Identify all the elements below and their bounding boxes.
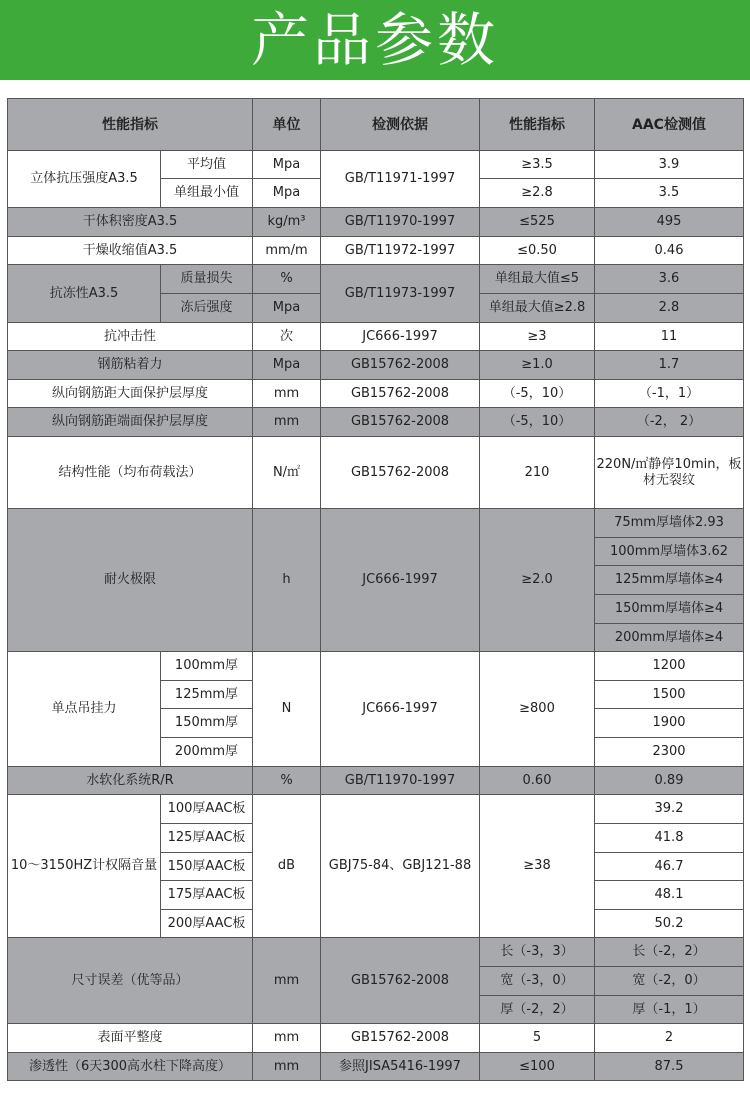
table-row bbox=[8, 1024, 744, 1053]
row-requirement: ≥1.0 bbox=[480, 351, 595, 380]
sub-label: 200mm厚 bbox=[161, 738, 253, 767]
header-unit: 单位 bbox=[253, 99, 321, 151]
row-unit: mm bbox=[253, 380, 321, 408]
table-row bbox=[8, 351, 744, 380]
row-basis: GB/T11971-1997 bbox=[321, 151, 480, 208]
row-basis: GB/T11972-1997 bbox=[321, 237, 480, 265]
row-basis: GB15762-2008 bbox=[321, 1024, 480, 1053]
row-name: 10～3150HZ计权隔音量 bbox=[8, 795, 161, 938]
sub-label: 175厚AAC板 bbox=[161, 881, 253, 910]
sub-label: 100厚AAC板 bbox=[161, 795, 253, 824]
row-name: 耐火极限 bbox=[8, 509, 253, 652]
row-basis: JC666-1997 bbox=[321, 652, 480, 767]
row-name: 干体积密度A3.5 bbox=[8, 208, 253, 237]
row-unit: % bbox=[253, 767, 321, 795]
row-basis: JC666-1997 bbox=[321, 509, 480, 652]
row-aac-value: 宽（-2，0） bbox=[595, 967, 744, 996]
header-aac-value: AAC检测值 bbox=[595, 99, 744, 151]
row-aac-value: 3.5 bbox=[595, 179, 744, 208]
sub-label: 125厚AAC板 bbox=[161, 824, 253, 853]
row-requirement: 单组最大值≥2.8 bbox=[480, 294, 595, 323]
row-unit: mm bbox=[253, 1024, 321, 1053]
row-requirement: ≥3.5 bbox=[480, 151, 595, 179]
row-unit: Mpa bbox=[253, 151, 321, 179]
row-unit: 次 bbox=[253, 323, 321, 351]
row-aac-value: 48.1 bbox=[595, 881, 744, 910]
row-aac-value: 长（-2，2） bbox=[595, 938, 744, 967]
row-unit: mm bbox=[253, 1053, 321, 1081]
row-aac-value: 0.46 bbox=[595, 237, 744, 265]
row-unit: N/㎡ bbox=[253, 437, 321, 509]
table-row bbox=[8, 408, 744, 437]
row-name: 纵向钢筋距端面保护层厚度 bbox=[8, 408, 253, 437]
row-requirement: 长（-3，3） bbox=[480, 938, 595, 967]
row-unit: dB bbox=[253, 795, 321, 938]
row-aac-value: 2 bbox=[595, 1024, 744, 1053]
row-requirement: 210 bbox=[480, 437, 595, 509]
header-basis: 检测依据 bbox=[321, 99, 480, 151]
row-name: 干燥收缩值A3.5 bbox=[8, 237, 253, 265]
row-requirement: 5 bbox=[480, 1024, 595, 1053]
parameter-table-container bbox=[7, 98, 743, 1082]
title-banner bbox=[0, 0, 750, 80]
sub-label: 200厚AAC板 bbox=[161, 910, 253, 938]
row-unit: % bbox=[253, 265, 321, 294]
row-name: 尺寸误差（优等品） bbox=[8, 938, 253, 1024]
row-requirement: 单组最大值≤5 bbox=[480, 265, 595, 294]
row-requirement: 厚（-2，2） bbox=[480, 996, 595, 1024]
row-unit: mm/m bbox=[253, 237, 321, 265]
row-name: 结构性能（均布荷载法） bbox=[8, 437, 253, 509]
row-requirement: ≤525 bbox=[480, 208, 595, 237]
row-aac-value: 2300 bbox=[595, 738, 744, 767]
row-basis: GB15762-2008 bbox=[321, 408, 480, 437]
sub-label: 100mm厚 bbox=[161, 652, 253, 681]
row-aac-value: 200mm厚墙体≥4 bbox=[595, 624, 744, 652]
row-basis: GBJ75-84、GBJ121-88 bbox=[321, 795, 480, 938]
table-header-row bbox=[8, 99, 744, 151]
header-indicator: 性能指标 bbox=[8, 99, 253, 151]
table-row bbox=[8, 509, 744, 538]
row-unit: kg/m³ bbox=[253, 208, 321, 237]
row-requirement: ≥2.8 bbox=[480, 179, 595, 208]
table-row bbox=[8, 265, 744, 294]
row-basis: GB/T11970-1997 bbox=[321, 208, 480, 237]
row-basis: GB15762-2008 bbox=[321, 437, 480, 509]
row-name: 渗透性（6天300高水柱下降高度） bbox=[8, 1053, 253, 1081]
row-aac-value: 2.8 bbox=[595, 294, 744, 323]
sub-label: 单组最小值 bbox=[161, 179, 253, 208]
table-row bbox=[8, 767, 744, 795]
row-aac-value: （-1，1） bbox=[595, 380, 744, 408]
row-name: 抗冲击性 bbox=[8, 323, 253, 351]
row-aac-value: 125mm厚墙体≥4 bbox=[595, 566, 744, 595]
row-unit: Mpa bbox=[253, 351, 321, 380]
sub-label: 125mm厚 bbox=[161, 681, 253, 709]
row-unit: N bbox=[253, 652, 321, 767]
sub-label: 冻后强度 bbox=[161, 294, 253, 323]
row-aac-value: 39.2 bbox=[595, 795, 744, 824]
row-requirement: 0.60 bbox=[480, 767, 595, 795]
row-basis: GB15762-2008 bbox=[321, 351, 480, 380]
row-requirement: ≥2.0 bbox=[480, 509, 595, 652]
row-requirement: ≤0.50 bbox=[480, 237, 595, 265]
row-aac-value: （-2， 2） bbox=[595, 408, 744, 437]
row-requirement: ≥38 bbox=[480, 795, 595, 938]
table-row bbox=[8, 652, 744, 681]
row-aac-value: 50.2 bbox=[595, 910, 744, 938]
table-row bbox=[8, 938, 744, 967]
row-requirement: （-5，10） bbox=[480, 408, 595, 437]
table-row bbox=[8, 208, 744, 237]
sub-label: 150mm厚 bbox=[161, 709, 253, 738]
header-requirement: 性能指标 bbox=[480, 99, 595, 151]
sub-label: 150厚AAC板 bbox=[161, 853, 253, 881]
row-aac-value: 厚（-1，1） bbox=[595, 996, 744, 1024]
row-aac-value: 11 bbox=[595, 323, 744, 351]
sub-label: 平均值 bbox=[161, 151, 253, 179]
row-requirement: ≥3 bbox=[480, 323, 595, 351]
table-row bbox=[8, 151, 744, 179]
row-name: 水软化系统R/R bbox=[8, 767, 253, 795]
row-basis: GB15762-2008 bbox=[321, 380, 480, 408]
row-unit: mm bbox=[253, 938, 321, 1024]
row-aac-value: 3.9 bbox=[595, 151, 744, 179]
row-name: 抗冻性A3.5 bbox=[8, 265, 161, 323]
table-row bbox=[8, 237, 744, 265]
row-requirement: （-5，10） bbox=[480, 380, 595, 408]
table-row bbox=[8, 323, 744, 351]
table-row bbox=[8, 380, 744, 408]
row-name: 立体抗压强度A3.5 bbox=[8, 151, 161, 208]
parameter-table bbox=[7, 98, 744, 1081]
row-aac-value: 100mm厚墙体3.62 bbox=[595, 538, 744, 566]
table-row bbox=[8, 437, 744, 509]
row-name: 钢筋粘着力 bbox=[8, 351, 253, 380]
row-name: 纵向钢筋距大面保护层厚度 bbox=[8, 380, 253, 408]
row-unit: Mpa bbox=[253, 294, 321, 323]
row-aac-value: 87.5 bbox=[595, 1053, 744, 1081]
page-title: 产品参数 bbox=[250, 6, 499, 74]
row-basis: 参照JISA5416-1997 bbox=[321, 1053, 480, 1081]
row-basis: GB/T11973-1997 bbox=[321, 265, 480, 323]
row-unit: mm bbox=[253, 408, 321, 437]
row-name: 表面平整度 bbox=[8, 1024, 253, 1053]
table-row bbox=[8, 795, 744, 824]
row-unit: Mpa bbox=[253, 179, 321, 208]
row-unit: h bbox=[253, 509, 321, 652]
row-aac-value: 1500 bbox=[595, 681, 744, 709]
row-requirement: 宽（-3，0） bbox=[480, 967, 595, 996]
sub-label: 质量损失 bbox=[161, 265, 253, 294]
row-aac-value: 46.7 bbox=[595, 853, 744, 881]
row-aac-value: 150mm厚墙体≥4 bbox=[595, 595, 744, 624]
table-row bbox=[8, 1053, 744, 1081]
row-requirement: ≤100 bbox=[480, 1053, 595, 1081]
row-aac-value: 3.6 bbox=[595, 265, 744, 294]
row-aac-value: 220N/㎡静停10min，板材无裂纹 bbox=[595, 437, 744, 509]
row-aac-value: 75mm厚墙体2.93 bbox=[595, 509, 744, 538]
row-aac-value: 0.89 bbox=[595, 767, 744, 795]
row-basis: GB15762-2008 bbox=[321, 938, 480, 1024]
row-aac-value: 1.7 bbox=[595, 351, 744, 380]
row-basis: JC666-1997 bbox=[321, 323, 480, 351]
row-aac-value: 495 bbox=[595, 208, 744, 237]
row-basis: GB/T11970-1997 bbox=[321, 767, 480, 795]
row-name: 单点吊挂力 bbox=[8, 652, 161, 767]
row-aac-value: 1200 bbox=[595, 652, 744, 681]
row-requirement: ≥800 bbox=[480, 652, 595, 767]
row-aac-value: 1900 bbox=[595, 709, 744, 738]
row-aac-value: 41.8 bbox=[595, 824, 744, 853]
